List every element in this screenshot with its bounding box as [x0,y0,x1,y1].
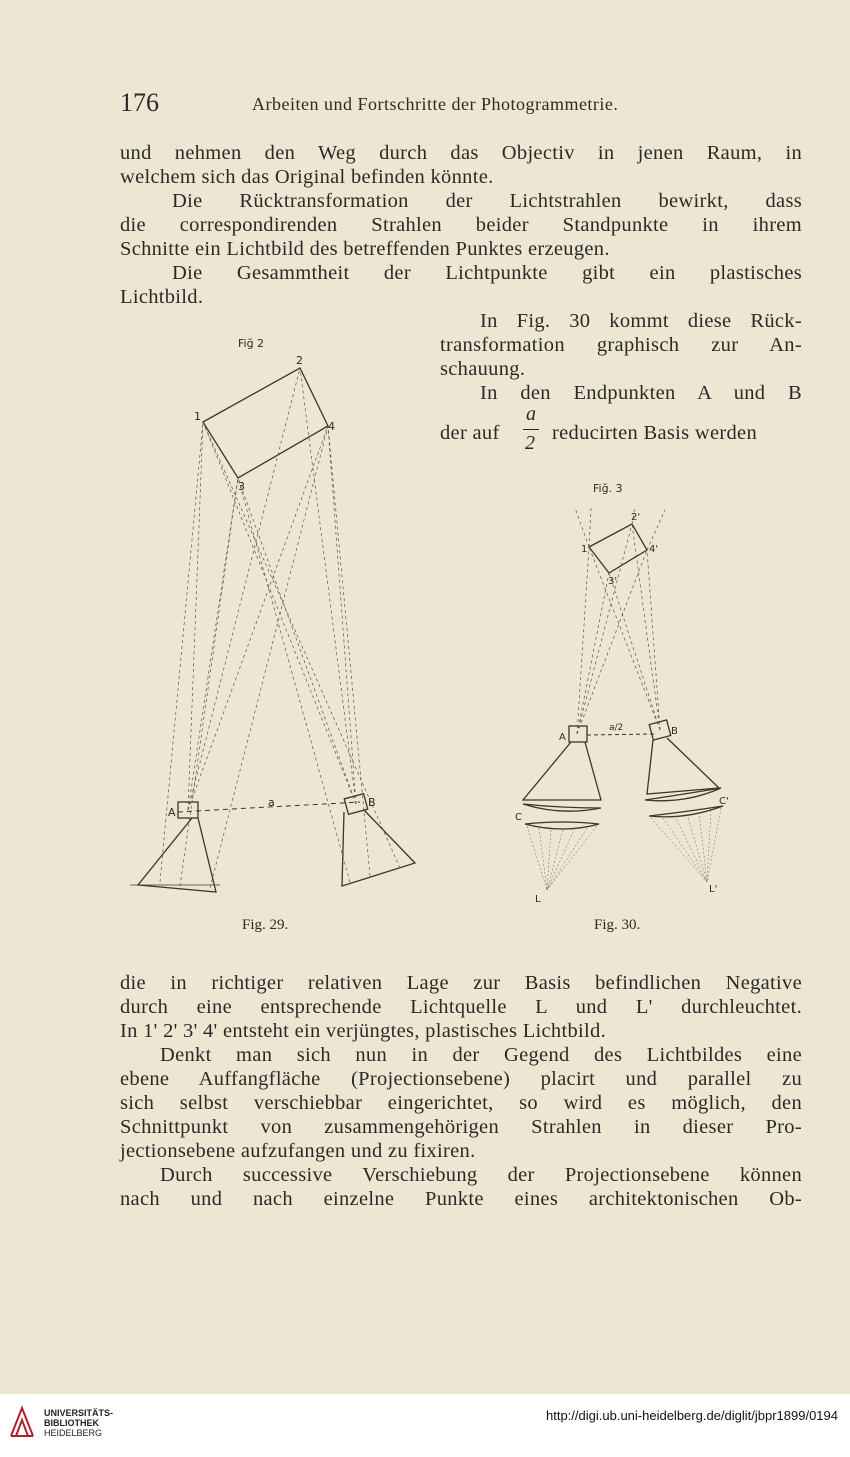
cone-a [523,742,601,800]
running-title: Arbeiten und Fortschritte der Photogrammetrie. [252,94,619,114]
point-label: A [168,806,176,819]
image-rectangle [589,524,647,573]
text-line: nach und nach einzelne Punkte eines architektonischen Ob- [120,1188,802,1210]
text-line: jectionsebene aufzufangen und zu fixiren. [120,1140,476,1162]
lens-c2 [645,788,721,801]
fraction-numerator: a [526,403,536,425]
text-line: In den Endpunkten A und B [480,382,802,404]
light-label: L [535,894,541,905]
point-label: B [368,796,376,809]
point-label: 1 [581,544,588,555]
figure-tag: Fiğ 2 [238,337,265,350]
ray-bundle [160,368,400,888]
lens-label: C [515,812,522,823]
point-label: 1 [194,410,201,423]
page-header [120,88,810,124]
base-label: a [268,796,275,809]
text-line: die in richtiger relativen Lage zur Basis befindlichen Negative [120,972,802,994]
half-base-label: a/2 [609,723,624,733]
lens-label: C' [719,796,729,807]
library-footer [0,1394,850,1457]
half-base-line [587,734,655,735]
fraction-denominator: 2 [525,432,535,454]
figure-caption: Fig. 29. [242,917,289,933]
cone-b [647,738,719,794]
text-line: der auf [440,422,500,444]
text-line: reducirten Basis werden [552,422,757,444]
cone-b [342,810,415,886]
text-line: sich selbst verschiebbar eingerichtet, so wird es möglich, den [120,1092,802,1114]
point-label: 3 [238,480,245,493]
text-line: Die Rücktransformation der Lichtstrahlen bewirkt, dass [172,190,802,212]
cone-a [138,818,216,892]
text-line: Denkt man sich nun in der Gegend des Lichtbildes eine [160,1044,802,1066]
text-line: transformation graphisch zur An- [440,334,802,356]
lens-c-lower [525,822,599,829]
text-line: In Fig. 30 kommt diese Rück- [480,310,802,332]
text-line: welchem sich das Original befinden könnte. [120,166,494,188]
text-line: Lichtbild. [120,286,204,308]
figure-29 [120,330,430,900]
light-fan [527,808,721,890]
fraction-bar [523,429,539,430]
library-name-line: BIBLIOTHEK [44,1418,99,1428]
text-line: Schnitte ein Lichtbild des betreffenden Punktes erzeugen. [120,238,610,260]
point-label: 2 [296,354,303,367]
light-label: L' [709,884,718,895]
point-label: 4 [328,420,335,433]
library-name-line: UNIVERSITÄTS- [44,1408,114,1418]
original-rectangle [203,368,328,478]
ray-bundle [575,506,665,734]
page-number: 176 [120,88,159,117]
library-name-line: HEIDELBERG [44,1428,103,1438]
lens-c2-lower [649,806,723,817]
figure-caption: Fig. 30. [594,917,641,933]
figure-tag: Fiğ. 3 [593,482,623,495]
point-label: 2' [631,512,641,523]
text-line: und nehmen den Weg durch das Objectiv in jenen Raum, in [120,142,802,164]
library-name [44,1408,113,1438]
text-line: Die Gesammtheit der Lichtpunkte gibt ein plastisches [172,262,802,284]
text-line: In 1' 2' 3' 4' entsteht ein verjüngtes, plastisches Lichtbild. [120,1020,606,1042]
text-line: die correspondirenden Strahlen beider Standpunkte in ihrem [120,214,802,236]
text-line: durch eine entsprechende Lichtquelle L und L' durchleuchtet. [120,996,802,1018]
camera-a [569,726,587,742]
lens-c [523,804,601,811]
text-line: Schnittpunkt von zusammengehörigen Strahlen in dieser Pro- [120,1116,802,1138]
library-logo [8,1404,36,1440]
point-label: A [559,732,566,743]
point-label: B [671,726,678,737]
figure-30 [505,478,745,908]
text-line: schauung. [440,358,526,380]
text-line: Durch successive Verschiebung der Projectionsebene können [160,1164,802,1186]
text-line: ebene Auffangfläche (Projectionsebene) placirt und parallel zu [120,1068,802,1090]
point-label: 4' [649,544,659,555]
point-label: 3' [608,576,618,587]
source-url[interactable]: http://digi.ub.uni-heidelberg.de/diglit/jbpr1899/0194 [546,1408,838,1423]
